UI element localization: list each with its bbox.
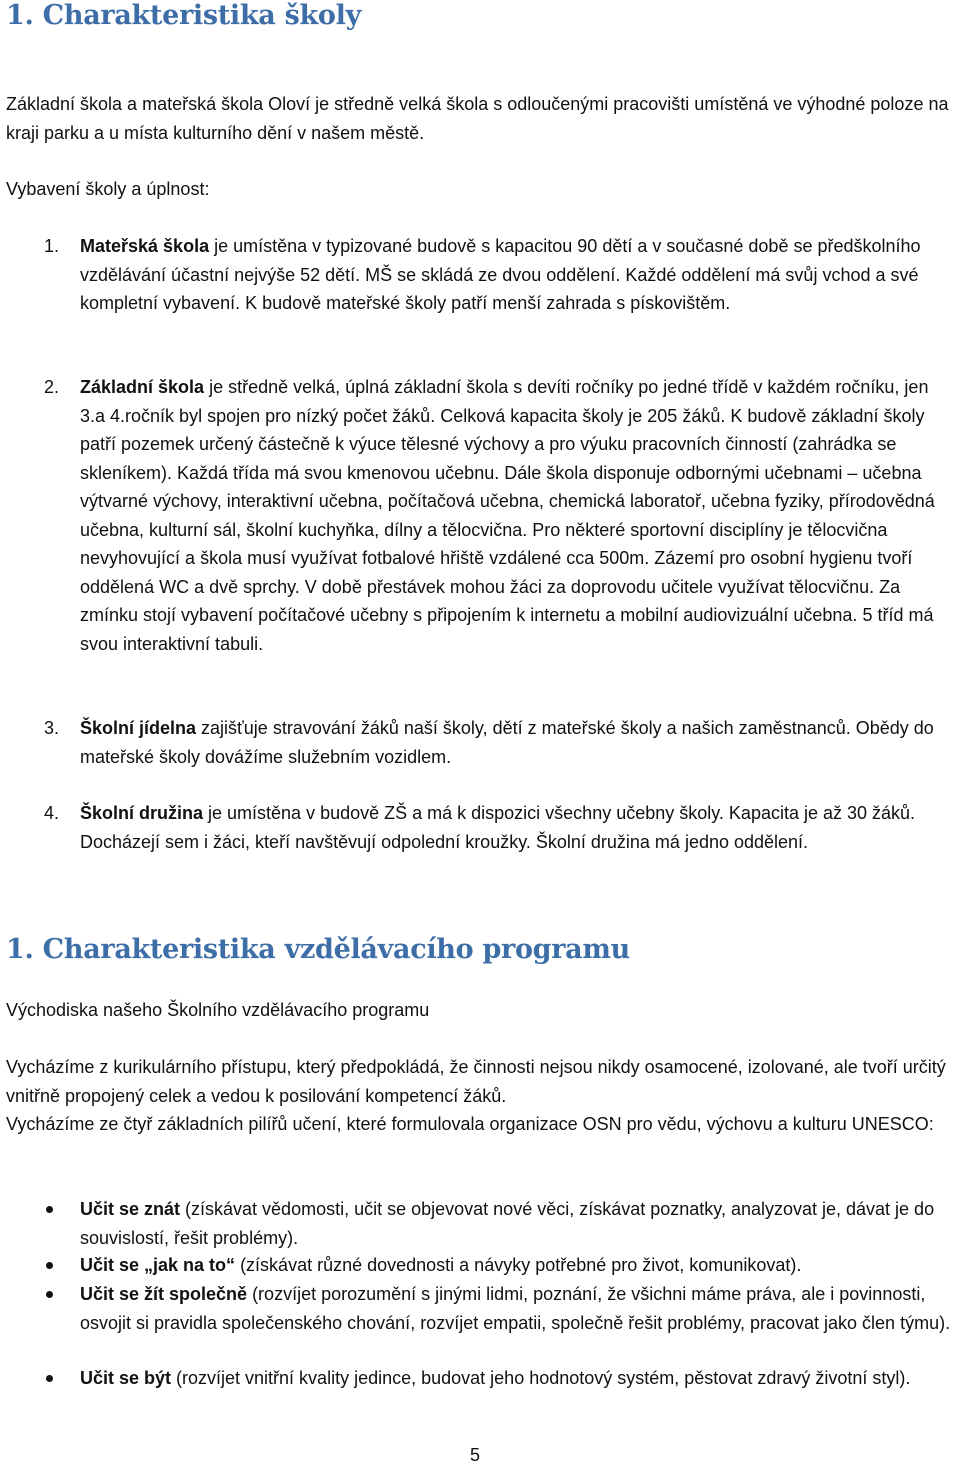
- list-number: 3.: [44, 718, 60, 738]
- bullet-title: Učit se být: [80, 1368, 172, 1388]
- item-title: Školní družina: [80, 803, 204, 823]
- list-number: 1.: [44, 236, 60, 256]
- bullet-title: Učit se žít společně: [80, 1284, 248, 1304]
- bullet-icon: [46, 1375, 53, 1382]
- bullet-title: Učit se „jak na to“: [80, 1255, 236, 1275]
- item-text: je umístěna v typizované budově s kapacitou 90 dětí a v současné době se předškolního vzdělávání účastní nejvýše 52 dětí. MŠ se skládá ze dvou oddělení. Každé oddělení má svůj vchod a své kompletní vybavení. K budově mateřské školy patří menší zahrada s pískovištěm.: [80, 236, 921, 313]
- page-number: 5: [470, 1445, 481, 1465]
- program-paragraph: Vycházíme ze čtyř základních pilířů učení, které formulovala organizace OSN pro vědu, výchovu a kulturu UNESCO:: [6, 1114, 934, 1134]
- bullet-text: (získávat vědomosti, učit se objevovat nové věci, získávat poznatky, analyzovat je, dávat je do souvislostí, řešit problémy).: [80, 1199, 935, 1248]
- intro-paragraph: Základní škola a mateřská škola Oloví je středně velká škola s odloučenými pracovišti umístěná ve výhodné poloze na kraji parku a u místa kulturního dění v našem městě.: [6, 94, 949, 143]
- bullet-text: (rozvíjet porozumění s jinými lidmi, poznání, že všichni máme práva, ale i povinnosti, osvojit si pravidla společenského chování, rozvíjet empatii, společně řešit problémy, pracovat jako člen týmu).: [80, 1284, 951, 1333]
- program-subheading: Východiska našeho Školního vzdělávacího programu: [6, 1000, 430, 1020]
- item-text: je umístěna v budově ZŠ a má k dispozici všechny učebny školy. Kapacita je až 30 žáků. Docházejí sem i žáci, kteří navštěvují odpolední kroužky. Školní družina má jedno oddělení.: [80, 803, 916, 852]
- item-title: Mateřská škola: [80, 236, 210, 256]
- list-number: 4.: [44, 803, 60, 823]
- list-number: 2.: [44, 377, 60, 397]
- bullet-icon: [46, 1206, 53, 1213]
- section-heading: 1. Charakteristika školy: [6, 0, 361, 31]
- bullet-icon: [46, 1291, 53, 1298]
- bullet-text: (získávat různé dovednosti a návyky potřebné pro život, komunikovat).: [235, 1255, 802, 1275]
- section-heading: 1. Charakteristika vzdělávacího programu: [6, 934, 630, 965]
- item-text: je středně velká, úplná základní škola s devíti ročníky po jedné třídě v každém ročníku, jen 3.a 4.ročník byl spojen pro nízký počet žáků. Celková kapacita školy je 205 žáků. K budově základní školy patří pozemek určený částečně k výuce tělesné výchovy a pro výuku pracovních činností (zahrádka se skleníkem). Každá třída má svou kmenovou učebnu. Dále škola disponuje odbornými učebnami – učebna výtvarné výchovy, interaktivní učebna, počítačová učebna, chemická laboratoř, učebna fyziky, přírodovědná učebna, kulturní sál, školní kuchyňka, dílny a tělocvična. Pro některé sportovní disciplíny je tělocvična nevyhovující a škola musí využívat fotbalové hřiště vzdálené cca 500m. Zázemí pro osobní hygienu tvoří oddělená WC a dvě sprchy. V době přestávek mohou žáci za doprovodu učitele využívat tělocvičnu. Za zmínku stojí vybavení počítačové učebny s připojením k internetu a mobilní audiovizuální učebna. 5 tříd má svou interaktivní tabuli.: [80, 377, 935, 654]
- equipment-subheading: Vybavení školy a úplnost:: [6, 179, 210, 199]
- bullet-title: Učit se znát: [80, 1199, 181, 1219]
- bullet-text: (rozvíjet vnitřní kvality jedince, budovat jeho hodnotový systém, pěstovat zdravý životní styl).: [171, 1368, 911, 1388]
- item-text: zajišťuje stravování žáků naší školy, dětí z mateřské školy a našich zaměstnanců. Obědy do mateřské školy dovážíme služebním vozidlem.: [80, 718, 934, 767]
- item-title: Školní jídelna: [80, 718, 197, 738]
- item-title: Základní škola: [80, 377, 205, 397]
- program-paragraph: Vycházíme z kurikulárního přístupu, který předpokládá, že činnosti nejsou nikdy osamocené, izolované, ale tvoří určitý vnitřně propojený celek a vedou k posilování kompetencí žáků.: [6, 1057, 946, 1106]
- bullet-icon: [46, 1262, 53, 1269]
